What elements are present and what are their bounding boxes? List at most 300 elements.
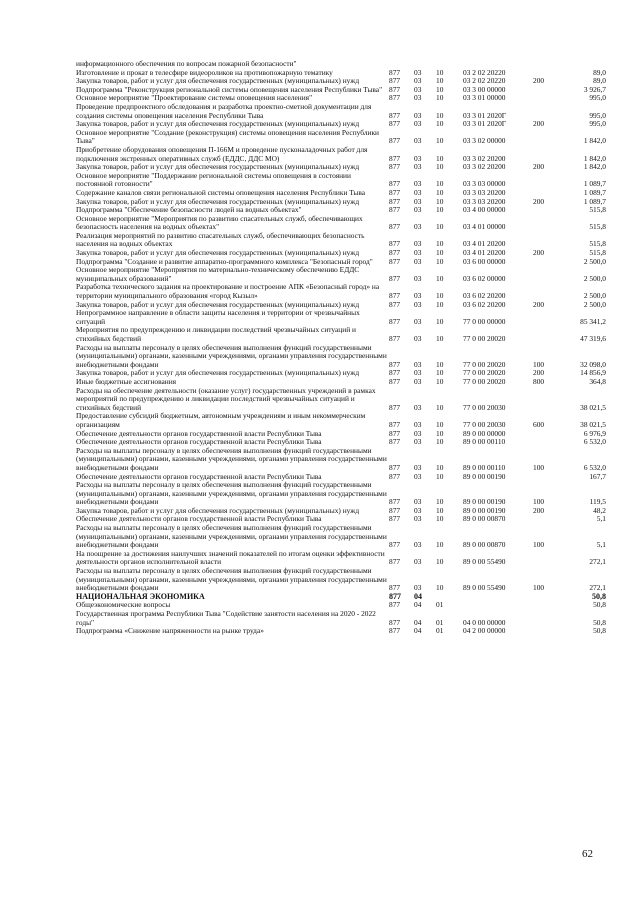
pr-code: 10 (436, 273, 444, 283)
gr-code: 877 (389, 110, 401, 120)
rz-code: 03 (414, 505, 422, 515)
vr-code: 200 (533, 119, 545, 129)
vr-code (533, 309, 561, 326)
rz-code: 04 (414, 591, 422, 601)
vr-code (533, 438, 561, 447)
cs-code: 03 3 01 2020Г (463, 110, 507, 120)
rz-code: 03 (414, 462, 422, 472)
cs-code: 03 2 02 20220 (463, 67, 506, 77)
row-name: Основное мероприятие "Мероприятия по развитию спасательных служб, обеспечивающих безопасность населения на водных объектах" (76, 213, 363, 232)
table-row (76, 481, 606, 507)
cs-code: 77 0 00 20030 (463, 402, 506, 412)
page-number: 62 (582, 848, 593, 860)
row-sum: 1 089,7 (583, 187, 606, 197)
table-row (76, 387, 606, 413)
pr-code: 10 (436, 368, 444, 378)
vr-code (533, 550, 561, 567)
pr-code: 10 (436, 299, 444, 309)
row-name: Расходы на выплаты персоналу в целях обеспечения выполнения функций государственными (муниципальными) органами, казенными учреждениями, органами управления государственными внебюджетными фондами (76, 342, 387, 369)
pr-code: 10 (436, 205, 444, 215)
rz-code: 03 (414, 84, 422, 94)
row-name: Расходы на выплаты персоналу в целях обеспечения выполнения функций государственными (муниципальными) органами, казенными учреждениями, органами управления государственными внебюджетными фондами (76, 445, 387, 472)
rz-code: 03 (414, 316, 422, 326)
vr-code (533, 627, 561, 636)
row-sum: 50,8 (593, 617, 606, 627)
gr-code: 877 (389, 67, 401, 77)
gr-code: 877 (389, 497, 401, 507)
rz-code: 03 (414, 299, 422, 309)
rz-code: 03 (414, 419, 422, 429)
rz-code: 03 (414, 239, 422, 249)
vr-code (533, 473, 561, 482)
row-name: Основное мероприятие "Мероприятия по материально-техническому обеспечению ЕДДС муниципальных образований" (76, 265, 360, 283)
row-name: Непрограммное направление в области защиты населения и территории от чрезвычайных ситуаций (76, 308, 360, 326)
gr-code: 877 (389, 205, 401, 215)
gr-code: 877 (389, 316, 401, 326)
rz-code: 03 (414, 153, 422, 163)
gr-code: 877 (389, 428, 401, 438)
gr-code: 877 (389, 299, 401, 309)
row-name: Реализация мероприятий по развитию спасательных служб, обеспечивающих безопасность населения на водных объектах (76, 230, 365, 249)
gr-code: 877 (389, 162, 401, 172)
vr-code (533, 515, 561, 524)
vr-code (533, 283, 561, 300)
pr-code: 10 (436, 540, 444, 550)
vr-code (533, 232, 561, 249)
gr-code: 877 (389, 179, 401, 189)
table-row (76, 232, 606, 249)
row-sum: 14 856,9 (580, 368, 606, 378)
rz-code: 03 (414, 67, 422, 77)
pr-code: 10 (436, 179, 444, 189)
vr-code (533, 94, 561, 103)
row-sum: 32 098,0 (580, 359, 606, 369)
row-sum: 2 500,0 (583, 299, 606, 309)
table-row (76, 447, 606, 473)
pr-code: 10 (436, 419, 444, 429)
pr-code: 10 (436, 222, 444, 232)
rz-code: 03 (414, 256, 422, 266)
pr-code: 10 (436, 437, 444, 447)
row-sum: 2 500,0 (583, 291, 606, 301)
cs-code: 03 3 01 2020Г (463, 119, 507, 129)
rz-code: 03 (414, 437, 422, 447)
rz-code: 03 (414, 557, 422, 567)
gr-code: 877 (389, 540, 401, 550)
row-sum: 167,7 (589, 471, 606, 481)
budget-table (76, 60, 606, 636)
cs-code: 03 3 03 00000 (463, 179, 506, 189)
vr-code: 100 (533, 583, 545, 593)
pr-code: 10 (436, 67, 444, 77)
cs-code: 89 0 00 00190 (463, 505, 506, 515)
pr-code: 10 (436, 428, 444, 438)
gr-code: 877 (389, 119, 401, 129)
cs-code: 03 6 02 00000 (463, 273, 506, 283)
gr-code: 877 (389, 334, 401, 343)
vr-code: 800 (533, 376, 545, 386)
row-name: Иные бюджетные ассигнования (76, 376, 177, 386)
gr-code: 877 (389, 273, 401, 283)
vr-code (533, 86, 561, 95)
table-row (76, 344, 606, 370)
gr-code: 877 (389, 93, 401, 103)
gr-code: 877 (389, 626, 401, 636)
vr-code: 100 (533, 462, 545, 472)
pr-code: 10 (436, 514, 444, 524)
vr-code (533, 146, 561, 163)
cs-code: 03 6 02 20200 (463, 291, 506, 301)
row-name: информационного обеспечения по вопросам пожарной безопасности" (76, 59, 297, 68)
row-sum: 2 500,0 (583, 256, 606, 266)
row-sum: 515,8 (589, 248, 606, 258)
row-sum: 1 842,0 (583, 136, 606, 146)
row-sum: 6 976,9 (583, 428, 606, 438)
vr-code: 100 (533, 359, 545, 369)
row-name: Обеспечение деятельности органов государственной власти Республики Тыва (76, 428, 322, 438)
row-sum: 38 021,5 (580, 402, 606, 412)
vr-code: 600 (533, 419, 545, 429)
gr-code: 877 (389, 557, 401, 567)
row-sum: 272,1 (589, 557, 606, 567)
gr-code: 877 (389, 471, 401, 481)
row-sum: 1 842,0 (583, 162, 606, 172)
pr-code: 10 (436, 462, 444, 472)
pr-code: 01 (436, 626, 444, 636)
row-name: Содержание каналов связи региональной системы оповещения населения Республики Тыва (76, 187, 366, 197)
row-name: Закупка товаров, работ и услуг для обеспечения государственных (муниципальных) нужд (76, 76, 360, 86)
vr-code (533, 266, 561, 283)
row-sum: 995,0 (589, 93, 606, 103)
gr-code: 877 (389, 514, 401, 524)
row-name: Предоставление субсидий бюджетным, автономным учреждениям и иным некоммерческим организациям (76, 411, 366, 429)
rz-code: 03 (414, 136, 422, 146)
gr-code: 877 (389, 437, 401, 447)
pr-code: 10 (436, 402, 444, 412)
pr-code: 10 (436, 110, 444, 120)
row-name: Подпрограмма «Снижение напряженности на рынке труда» (76, 626, 264, 636)
rz-code: 04 (414, 600, 422, 610)
rz-code: 03 (414, 119, 422, 129)
row-name: Закупка товаров, работ и услуг для обеспечения государственных (муниципальных) нужд (76, 505, 360, 515)
table-row (76, 524, 606, 550)
vr-code: 200 (533, 368, 545, 378)
row-name: Мероприятия по предупреждению и ликвидации последствий чрезвычайных ситуаций и стихийных бедствий (76, 325, 356, 343)
table-row (76, 412, 606, 429)
cs-code: 03 3 03 20200 (463, 187, 506, 197)
cs-code: 03 3 02 20200 (463, 153, 506, 163)
row-sum: 6 532,0 (583, 437, 606, 447)
vr-code (533, 430, 561, 439)
pr-code: 10 (436, 256, 444, 266)
gr-code: 877 (389, 153, 401, 163)
row-sum: 1 089,7 (583, 179, 606, 189)
row-sum: 85 341,2 (580, 316, 606, 326)
vr-code (533, 129, 561, 146)
table-row (76, 129, 606, 146)
row-sum: 515,8 (589, 222, 606, 232)
rz-code: 03 (414, 291, 422, 301)
gr-code: 877 (389, 76, 401, 86)
cs-code: 03 2 02 20220 (463, 76, 506, 86)
row-sum: 2 500,0 (583, 273, 606, 283)
pr-code: 10 (436, 497, 444, 507)
row-name: Обеспечение деятельности органов государственной власти Республики Тыва (76, 471, 322, 481)
gr-code: 877 (389, 196, 401, 206)
row-name: Обеспечение деятельности органов государственной власти Республики Тыва (76, 437, 322, 447)
rz-code: 03 (414, 428, 422, 438)
vr-code (533, 258, 561, 267)
gr-code: 877 (389, 222, 401, 232)
vr-code: 100 (533, 540, 545, 550)
cs-code: 77 0 00 20020 (463, 359, 506, 369)
cs-code: 03 3 00 00000 (463, 84, 506, 94)
gr-code: 877 (389, 505, 401, 515)
vr-code: 200 (533, 299, 545, 309)
row-name: Подпрограмма "Создание и развитие аппаратно-программного комплекса "Безопасный город" (76, 256, 373, 266)
pr-code: 10 (436, 162, 444, 172)
rz-code: 03 (414, 583, 422, 593)
row-sum: 515,8 (589, 239, 606, 249)
row-name: Государственная программа Республики Тыва "Содействие занятости населения на 2020 - 2022 годы" (76, 609, 376, 627)
rz-code: 03 (414, 93, 422, 103)
vr-code (533, 601, 561, 610)
vr-code: 200 (533, 162, 545, 172)
pr-code: 10 (436, 583, 444, 593)
cs-code: 77 0 00 20020 (463, 334, 506, 343)
gr-code: 877 (389, 583, 401, 593)
row-sum: 50,8 (592, 591, 606, 601)
cs-code: 89 0 00 55490 (463, 583, 506, 593)
vr-code: 200 (533, 505, 545, 515)
row-sum: 48,2 (593, 505, 606, 515)
row-sum: 3 926,7 (583, 84, 606, 94)
pr-code: 10 (436, 376, 444, 386)
vr-code: 200 (533, 196, 545, 206)
table-row (76, 103, 606, 120)
rz-code: 03 (414, 514, 422, 524)
cs-code (463, 601, 533, 610)
pr-code: 10 (436, 187, 444, 197)
row-name: Подпрограмма "Реконструкция региональной системы оповещения населения Республики Тыва" (76, 84, 383, 94)
rz-code: 03 (414, 359, 422, 369)
row-name: Закупка товаров, работ и услуг для обеспечения государственных (муниципальных) нужд (76, 299, 360, 309)
vr-code (533, 387, 561, 413)
gr-code: 877 (389, 136, 401, 146)
row-name: Закупка товаров, работ и услуг для обеспечения государственных (муниципальных) нужд (76, 119, 360, 129)
gr-code: 877 (389, 419, 401, 429)
cs-code: 77 0 00 00000 (463, 316, 506, 326)
cs-code: 89 0 00 00190 (463, 471, 506, 481)
row-name: Подпрограмма "Обеспечение безопасности людей на водных объектах" (76, 205, 302, 215)
row-sum: 50,8 (593, 626, 606, 636)
rz-code: 03 (414, 162, 422, 172)
pr-code: 10 (436, 153, 444, 163)
pr-code: 10 (436, 359, 444, 369)
table-row (76, 550, 606, 567)
row-sum: 47 319,6 (580, 334, 606, 343)
gr-code: 877 (389, 187, 401, 197)
cs-code: 77 0 00 20030 (463, 419, 506, 429)
rz-code: 03 (414, 222, 422, 232)
table-row (76, 610, 606, 627)
vr-code: 100 (533, 497, 545, 507)
pr-code: 10 (436, 93, 444, 103)
cs-code: 04 0 00 00000 (463, 617, 506, 627)
vr-code: 200 (533, 76, 545, 86)
row-name: Расходы на выплаты персоналу в целях обеспечения выполнения функций государственными (муниципальными) органами, казенными учреждениями, органами управления государственными внебюджетными фондами (76, 523, 387, 550)
cs-code: 03 4 01 00000 (463, 222, 506, 232)
row-name: Основное мероприятие "Создание (реконструкция) системы оповещения населения Республики Тыва" (76, 127, 380, 146)
rz-code: 03 (414, 402, 422, 412)
row-sum: 5,1 (596, 540, 606, 550)
cs-code: 03 6 00 00000 (463, 256, 506, 266)
rz-code: 04 (414, 626, 422, 636)
gr-code: 877 (389, 462, 401, 472)
row-sum: 995,0 (589, 119, 606, 129)
rz-code: 04 (414, 617, 422, 627)
rz-code: 03 (414, 334, 422, 343)
row-sum: 38 021,5 (580, 419, 606, 429)
cs-code: 89 0 00 00000 (463, 428, 506, 438)
table-row (76, 266, 606, 283)
gr-code: 877 (389, 359, 401, 369)
table-row (76, 309, 606, 326)
rz-code: 03 (414, 376, 422, 386)
vr-code (533, 610, 561, 627)
pr-code: 10 (436, 291, 444, 301)
row-name: На поощрение за достижения наилучших значений показателей по итогам оценки эффективности деятельности органов исполнительной власти (76, 548, 385, 567)
row-name: Расходы на выплаты персоналу в целях обеспечения выполнения функций государственными (муниципальными) органами, казенными учреждениями, органами управления государственными внебюджетными фондами (76, 480, 387, 507)
row-name: Общеэкономические вопросы (76, 600, 171, 610)
pr-code: 10 (436, 136, 444, 146)
table-row (76, 172, 606, 189)
cs-code: 89 0 00 00870 (463, 514, 506, 524)
cs-code: 03 3 02 20200 (463, 162, 506, 172)
gr-code: 877 (389, 600, 401, 610)
rz-code: 03 (414, 76, 422, 86)
row-sum: 364,8 (589, 376, 606, 386)
gr-code: 877 (389, 248, 401, 258)
pr-code: 01 (436, 617, 444, 627)
rz-code: 03 (414, 248, 422, 258)
gr-code: 877 (389, 291, 401, 301)
pr-code: 10 (436, 471, 444, 481)
gr-code: 877 (389, 376, 401, 386)
table-row (76, 567, 606, 593)
vr-code: 200 (533, 248, 545, 258)
cs-code: 03 4 00 00000 (463, 205, 506, 215)
vr-code (533, 326, 561, 343)
pr-code: 10 (436, 119, 444, 129)
cs-code: 03 4 01 20200 (463, 239, 506, 249)
rz-code: 03 (414, 187, 422, 197)
gr-code: 877 (389, 591, 401, 601)
rz-code: 03 (414, 205, 422, 215)
budget-table-body (76, 60, 606, 636)
table-row (76, 627, 606, 636)
pr-code: 01 (436, 600, 444, 610)
row-name: НАЦИОНАЛЬНАЯ ЭКОНОМИКА (76, 591, 205, 601)
cs-code: 89 0 00 00190 (463, 497, 506, 507)
cs-code: 89 0 00 00870 (463, 540, 506, 550)
rz-code: 03 (414, 471, 422, 481)
rz-code: 03 (414, 196, 422, 206)
gr-code: 877 (389, 617, 401, 627)
pr-code: 10 (436, 334, 444, 343)
table-row (76, 146, 606, 163)
cs-code: 03 3 03 20200 (463, 196, 506, 206)
row-name: Проведение предпроектного обследования и разработка проектно-сметной документации для создания системы оповещения населения Республики Тыва (76, 101, 372, 120)
pr-code: 10 (436, 76, 444, 86)
row-sum: 89,0 (593, 67, 606, 77)
vr-code (533, 103, 561, 120)
row-name: Закупка товаров, работ и услуг для обеспечения государственных (муниципальных) нужд (76, 368, 360, 378)
row-name: Закупка товаров, работ и услуг для обеспечения государственных (муниципальных) нужд (76, 162, 360, 172)
row-name: Расходы на выплаты персоналу в целях обеспечения выполнения функций государственными (муниципальными) органами, казенными учреждениями, органами управления государственными внебюджетными фондами (76, 566, 387, 593)
row-sum: 515,8 (589, 205, 606, 215)
row-sum: 119,5 (589, 497, 606, 507)
rz-code: 03 (414, 368, 422, 378)
pr-code: 10 (436, 505, 444, 515)
rz-code: 03 (414, 273, 422, 283)
pr-code: 10 (436, 316, 444, 326)
row-sum: 89,0 (593, 76, 606, 86)
row-name: Обеспечение деятельности органов государственной власти Республики Тыва (76, 514, 322, 524)
table-row (76, 215, 606, 232)
gr-code: 877 (389, 368, 401, 378)
row-name: Закупка товаров, работ и услуг для обеспечения государственных (муниципальных) нужд (76, 196, 360, 206)
row-name: Основное мероприятие "Поддержание региональной системы оповещения в состоянии постоянной готовности" (76, 170, 351, 189)
cs-code: 89 0 00 55490 (463, 557, 506, 567)
gr-code: 877 (389, 239, 401, 249)
gr-code: 877 (389, 84, 401, 94)
table-row (76, 326, 606, 343)
row-name: Разработка технического задания на проектирование и построение АПК «Безопасный город» на территории муниципального образования «город Кызыл» (76, 282, 380, 301)
vr-code (533, 593, 561, 602)
rz-code: 03 (414, 110, 422, 120)
row-name: Изготовление и прокат в телесфире видеороликов на противопожарную тематику (76, 67, 333, 77)
pr-code: 10 (436, 239, 444, 249)
vr-code (533, 206, 561, 215)
cs-code: 03 3 02 00000 (463, 136, 506, 146)
cs-code: 03 4 01 20200 (463, 248, 506, 258)
row-name: Основное мероприятие "Проектирование системы оповещения населения" (76, 93, 313, 103)
row-sum: 6 532,0 (583, 462, 606, 472)
cs-code: 03 6 02 20200 (463, 299, 506, 309)
rz-code: 03 (414, 540, 422, 550)
row-name: Закупка товаров, работ и услуг для обеспечения государственных (муниципальных) нужд (76, 248, 360, 258)
cs-code: 77 0 00 20020 (463, 376, 506, 386)
pr-code: 10 (436, 557, 444, 567)
cs-code: 89 0 00 00110 (463, 462, 506, 472)
row-sum: 50,8 (593, 600, 606, 610)
table-row (76, 283, 606, 300)
cs-code: 89 0 00 00110 (463, 437, 506, 447)
rz-code: 03 (414, 179, 422, 189)
rz-code: 03 (414, 497, 422, 507)
row-sum: 5,1 (596, 514, 606, 524)
pr-code: 10 (436, 196, 444, 206)
row-sum: 1 842,0 (583, 153, 606, 163)
gr-code: 877 (389, 256, 401, 266)
row-name: Приобретение оборудования оповещения П-166М и проведение пусконаладочных работ для подключения экстренных оперативных служб (ЕДДС, ДДС МО) (76, 144, 368, 163)
pr-code: 10 (436, 84, 444, 94)
cs-code: 04 2 00 00000 (463, 626, 506, 636)
cs-code: 77 0 00 20020 (463, 368, 506, 378)
vr-code (533, 172, 561, 189)
cs-code (463, 593, 533, 602)
